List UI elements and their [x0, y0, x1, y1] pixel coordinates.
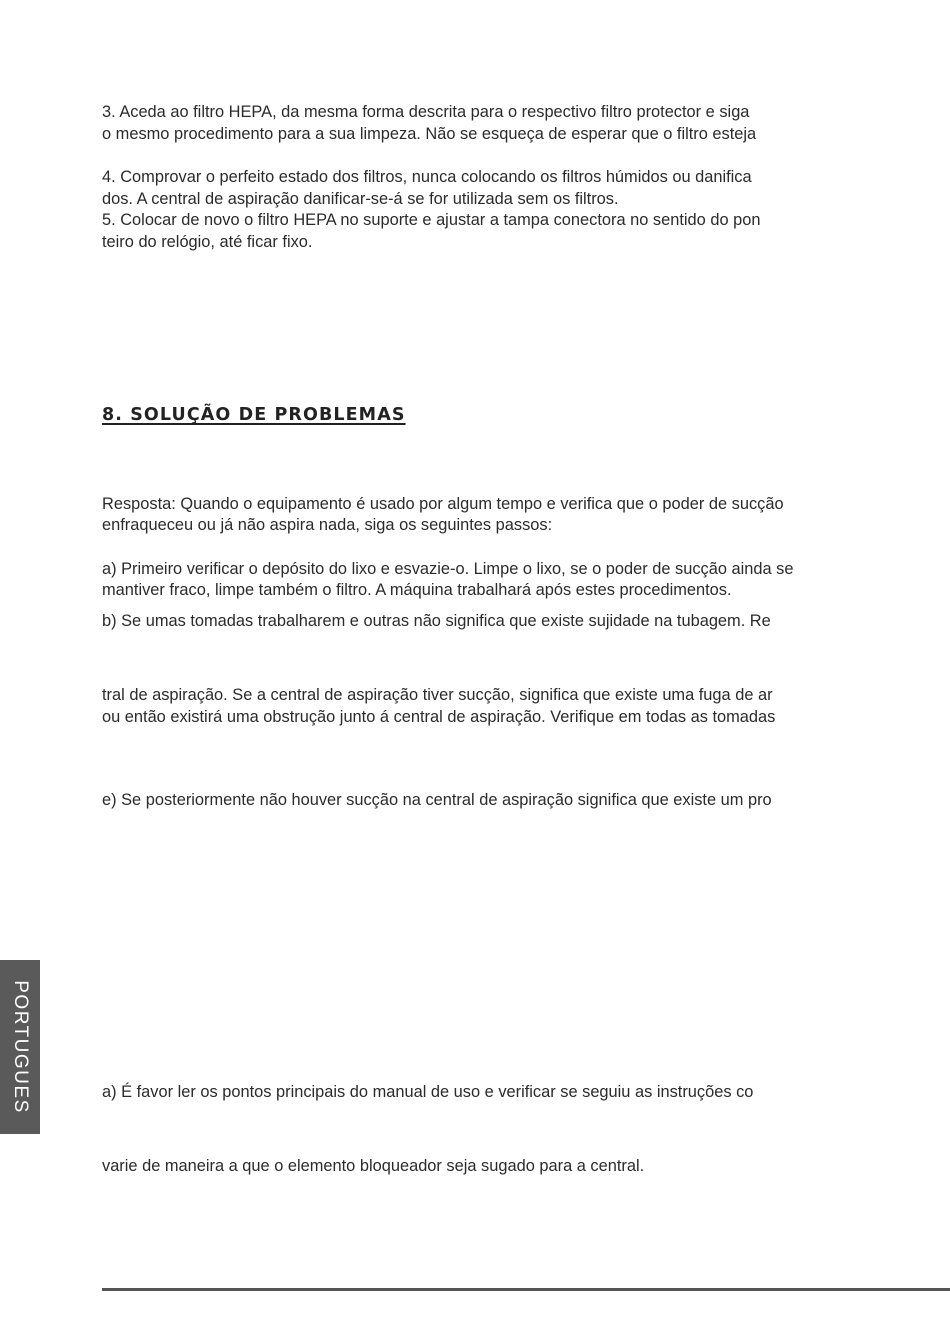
language-side-tab: [0, 960, 40, 1134]
language-label: PORTUGUES: [10, 980, 31, 1114]
section-heading: 8. SOLUÇÃO DE PROBLEMAS: [102, 405, 406, 425]
paragraph-line: a) É favor ler os pontos principais do manual de uso e verificar se seguiu as instruções co: [102, 1083, 754, 1101]
paragraph-line: ou então existirá uma obstrução junto á central de aspiração. Verifique em todas as tomadas: [102, 708, 776, 726]
paragraph-line: o mesmo procedimento para a sua limpeza. Não se esqueça de esperar que o filtro esteja: [102, 125, 757, 143]
paragraph-line: Resposta: Quando o equipamento é usado por algum tempo e verifica que o poder de sucção: [102, 495, 784, 513]
paragraph-line: e) Se posteriormente não houver sucção na central de aspiração significa que existe um pro: [102, 791, 772, 809]
paragraph-line: 3. Aceda ao filtro HEPA, da mesma forma descrita para o respectivo filtro protector e siga: [102, 103, 750, 121]
paragraph-line: b) Se umas tomadas trabalharem e outras não significa que existe sujidade na tubagem. Re: [102, 612, 771, 630]
paragraph-line: enfraqueceu ou já não aspira nada, siga os seguintes passos:: [102, 516, 553, 534]
paragraph-line: dos. A central de aspiração danificar-se-á se for utilizada sem os filtros.: [102, 190, 619, 208]
paragraph-line: 4. Comprovar o perfeito estado dos filtros, nunca colocando os filtros húmidos ou danifica: [102, 168, 752, 186]
paragraph-line: varie de maneira a que o elemento bloqueador seja sugado para a central.: [102, 1157, 645, 1175]
paragraph-line: teiro do relógio, até ficar fixo.: [102, 233, 313, 251]
paragraph-line: tral de aspiração. Se a central de aspiração tiver sucção, significa que existe uma fuga de ar: [102, 686, 773, 704]
footer-divider: [102, 1288, 950, 1291]
paragraph-line: mantiver fraco, limpe também o filtro. A máquina trabalhará após estes procedimentos.: [102, 581, 732, 599]
paragraph-line: a) Primeiro verificar o depósito do lixo e esvazie-o. Limpe o lixo, se o poder de sucção ainda se: [102, 560, 794, 578]
paragraph-line: 5. Colocar de novo o filtro HEPA no suporte e ajustar a tampa conectora no sentido do pon: [102, 211, 761, 229]
